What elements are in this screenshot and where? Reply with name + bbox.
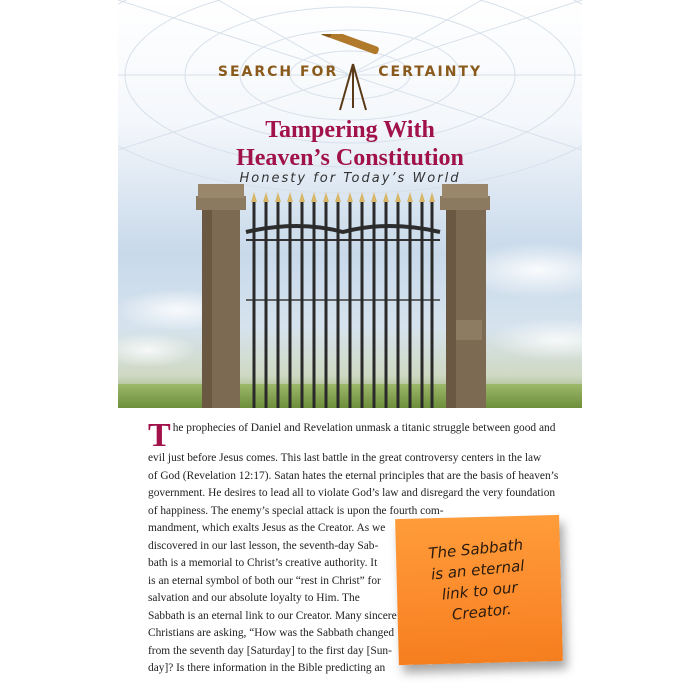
sticky-note-line: The Sabbath [427,535,524,563]
title-line-2: Heaven’s Constitution [236,145,464,171]
sticky-note-line: link to our [441,578,519,604]
sticky-note-line: Creator. [451,600,513,624]
article-line: government. He desires to lead all to violate God’s law and disregard the very foundation [148,487,556,499]
article-line: day]? Is there information in the Bible predicting an [148,662,386,674]
article-line: he prophecies of Daniel and Revelation unmask a titanic struggle between good and [172,422,556,434]
sticky-note [395,515,563,665]
article-line: of happiness. The enemy’s special attack is upon the fourth com- [148,504,444,517]
article-line: salvation and our absolute loyalty to Him. The [148,592,360,604]
title-line-1: Tampering With [265,117,435,143]
article-line: Christians are asking, “How was the Sabbath changed [148,627,395,639]
series-left-label: SEARCH FOR [217,64,339,80]
article-line: of God (Revelation 12:17). Satan hates the eternal principles that are the basis of heaven’s [148,469,559,482]
article-line: evil just before Jesus comes. This last battle in the great controversy centers in the law [148,452,542,464]
sticky-note-line: is an eternal [430,556,526,584]
article-line: from the seventh day [Saturday] to the first day [Sun- [148,644,392,657]
series-right-label: CERTAINTY [378,64,483,80]
drop-cap: T [148,417,171,454]
lesson-subtitle: Honesty for Today’s World [239,171,461,186]
lesson-title [118,116,582,172]
series-title [118,64,582,80]
hero-image [118,0,582,408]
article-line: is an eternal symbol of both our “rest in Christ” for [148,574,381,587]
page [118,0,582,700]
article-line: discovered in our last lesson, the seventh-day Sab- [148,539,379,552]
article-line: bath is a memorial to Christ’s creative authority. It [148,557,378,569]
article-line: mandment, which exalts Jesus as the Creator. As we [148,522,386,534]
article-line: Sabbath is an eternal link to our Creator. Many sincere [148,609,397,622]
sticky-note-text [393,531,564,630]
